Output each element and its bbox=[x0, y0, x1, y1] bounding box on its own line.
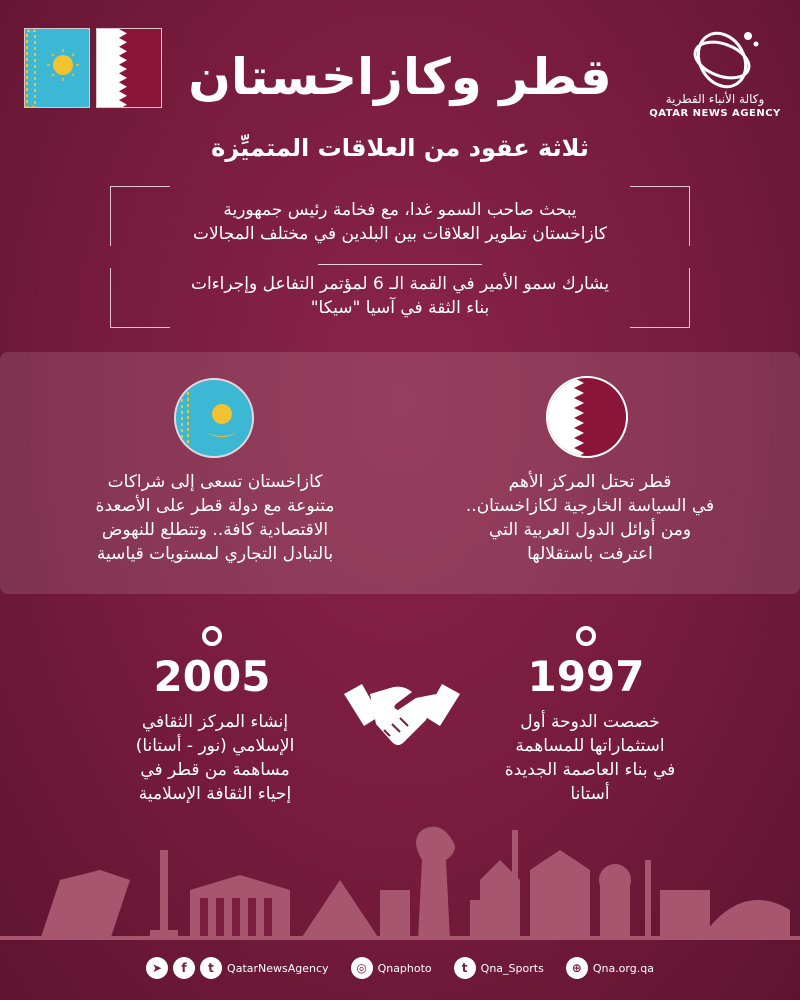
timeline-marker-right bbox=[576, 626, 596, 646]
year-1997: 1997 bbox=[527, 652, 645, 701]
twitter-icon[interactable]: t bbox=[200, 957, 222, 979]
timeline-marker-left bbox=[202, 626, 222, 646]
telegram-icon[interactable]: ➤ bbox=[146, 957, 168, 979]
intro-paragraph-1: يبحث صاحب السمو غدا، مع فخامة رئيس جمهورية كازاخستان تطوير العلاقات بين البلدين في مختلف المجالات bbox=[192, 200, 607, 244]
website-link[interactable]: Qna.org.qa bbox=[592, 961, 654, 975]
social-group-photo bbox=[351, 957, 432, 979]
social-handle-sports[interactable]: Qna_Sports bbox=[480, 961, 544, 975]
social-group-sports bbox=[454, 957, 544, 979]
kazakhstan-flag bbox=[24, 28, 90, 108]
social-handle-photo[interactable]: Qnaphoto bbox=[377, 961, 432, 975]
twitter-sports-icon[interactable]: t bbox=[454, 957, 476, 979]
timeline-left-text: إنشاء المركز الثقافي الإسلامي (نور - أستانا) مساهمة من قطر في إحياء الثقافة الإسلامية bbox=[135, 712, 295, 804]
timeline-right-text: خصصت الدوحة أول استثماراتها للمساهمة في بناء العاصمة الجديدة أستانا bbox=[504, 712, 676, 804]
handshake-icon bbox=[340, 664, 464, 760]
globe-icon[interactable]: ⊕ bbox=[566, 957, 588, 979]
astana-skyline-illustration bbox=[0, 820, 800, 940]
qatar-flag bbox=[96, 28, 162, 108]
page-title: قطر وكازاخستان bbox=[188, 48, 612, 106]
social-group-qna bbox=[146, 957, 329, 979]
qatar-flag-circle bbox=[546, 376, 628, 458]
instagram-icon[interactable]: ◎ bbox=[351, 957, 373, 979]
year-2005: 2005 bbox=[153, 652, 271, 701]
kazakhstan-statement: كازاخستان تسعى إلى شراكات متنوعة مع دولة قطر على الأصعدة الاقتصادية كافة.. وتتطلع للنهوض بالتبادل التجاري لمستويات قياسية bbox=[95, 472, 335, 564]
logo-english-name: QATAR NEWS AGENCY bbox=[649, 108, 781, 119]
logo-arabic-name: وكالة الأنباء القطرية bbox=[665, 92, 765, 106]
footer-social-bar bbox=[0, 950, 800, 986]
facebook-icon[interactable]: f bbox=[173, 957, 195, 979]
page-subtitle: ثلاثة عقود من العلاقات المتميِّزة bbox=[211, 134, 589, 162]
intro-divider bbox=[318, 264, 482, 265]
qna-logo-icon bbox=[660, 22, 780, 122]
social-handle-qna[interactable]: QatarNewsAgency bbox=[227, 961, 329, 975]
qatar-statement: قطر تحتل المركز الأهم في السياسة الخارجية لكازاخستان.. ومن أوائل الدول العربية التي اعترفت باستقلالها bbox=[465, 472, 715, 564]
kazakhstan-flag-circle bbox=[174, 378, 254, 458]
social-group-web bbox=[566, 957, 654, 979]
intro-paragraph-2: يشارك سمو الأمير في القمة الـ 6 لمؤتمر التفاعل وإجراءات بناء الثقة في آسيا "سيكا" bbox=[190, 274, 610, 318]
